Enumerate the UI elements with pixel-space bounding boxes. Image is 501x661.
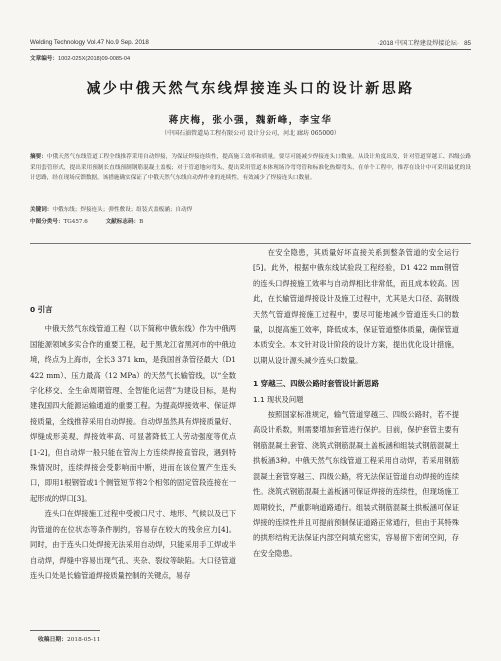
journal-info: Welding Technology Vol.47 No.9 Sep. 2018: [30, 39, 149, 46]
abstract-text: 中俄天然气东线管道工程全线推荐采用自动焊接，为保证焊接连续性，提高施工效率和质量，要尽可能减少焊接连头口数量。从设计角度出发，针对管道穿越工、四级公路采用套管形式，提出采用预制长直线预制钢筋混凝土盖板；对于管道地向弯头，提出采用管道本体现场冷弯弯管和标准化热煨弯头，在单个工程中，推荐在设计中可采用最优的设计思路，经在现场反馈数据，该措施确实保证了中俄天然气东线自动焊作业的连续性，有效减少了焊接连头口数量。: [30, 154, 471, 182]
keywords-line: [30, 205, 192, 213]
received-date-label: 收稿日期：: [38, 637, 67, 643]
keywords-label: 关键词：: [30, 207, 53, 213]
doc-code-value: B: [139, 219, 144, 225]
intro-paragraph-2: 连头口在焊接施工过程中受被口尺寸、地形、气候以及已下沟管道的在位状态等条件制约，容易存在较大的残余应力[4]。同时，由于连头口处焊接无法采用自动焊，只能采用手工焊或半自动焊，焊缝中容易出现气孔、夹杂、裂纹等缺陷。大口径管道连头口处是长输管道焊接质量控制的关键点，易存: [30, 509, 236, 580]
intro-paragraph-continued: 在安全隐患，其质量好坏直接关系到整条管道的安全运行[5]。此外，根据中俄东线试验段工程经验，D1 422 mm钢管的连头口焊接施工效率与自动焊相比非常低，而且成本较高。因此，在长输管道焊接设计及施工过程中，尤其是大口径、高钢级天然气管道焊接施工过程中，要尽可能地减少管道连头口的数量，以提高施工效率，降低成本，保证管道整体质量，确保管道本质安全。本文针对设计阶段的设计方案，提出优化设计措施，以期从设计源头减少连头口数量。: [253, 248, 459, 365]
header-right: [377, 38, 471, 47]
classification-line: [30, 217, 143, 225]
article-number: [30, 54, 130, 62]
abstract-label: 摘要：: [30, 154, 47, 160]
section-heading-1: 1 穿越三、四级公路时套管设计新思路: [253, 379, 379, 389]
received-date-value: 2018-05-11: [67, 637, 101, 643]
author-affiliation: （中国石油管道局工程有限公司 设计分公司，河北 廊坊 065000）: [161, 130, 340, 137]
received-date-footnote: [38, 634, 100, 643]
running-header: [30, 38, 471, 47]
intro-paragraph-1: 中俄天然气东线管道工程（以下简称中俄东线）作为中俄两国能源领域多实合作的重要工程，起于黑龙江省黑河市的中俄边境，终点为上海市，全长3 371 km，是我国首条管径最大（D1 422 mm）、压力最高（12 MPa）的天然气长输管线，以“全数字化移交、全生命周期管理、全智能化运营”为建设目标，是构建我国四大能源运输通道的重要工程。为提高焊接效率、保证焊接质量，全线推荐采用自动焊接。自动焊虽然具有焊接质量好、焊缝成形美观、焊接效率高、可显著降低工人劳动强度等优点[1-2]，但自动焊一般只能在管沟上方连续焊接直管段，遇到特殊情况时，连续焊接会受影响而中断，进而在该位置产生连头口，即用1根钢管或1个侧管短节将2个相邻的固定管段连接在一起形成的焊口[3]。: [30, 324, 236, 503]
article-number-label: 文章编号：: [30, 56, 58, 62]
clc-value: TG457.6: [63, 219, 88, 225]
doc-code-label: 文献标志码：: [105, 219, 140, 225]
header-rule: [30, 49, 471, 50]
section-heading-intro: 0 引言: [30, 305, 53, 314]
section-1-paragraph-1: 按照国家标准规定，输气管道穿越三、四级公路时，若不提高设计系数，则需要增加套管进行保护。目前，保护套管主要有钢筋混凝土套管、浇筑式钢筋混凝土盖板涵和组装式钢筋混凝土拱板涵3种。中俄天然气东线管道工程采用自动焊，若采用钢筋混凝土套管穿越三、四级公路，将无法保证管道自动焊接的连续性。浇筑式钢筋混凝土盖板涵可保证焊接的连续性，但现场施工周期较长，严重影响道路通行。组装式钢筋混凝土拱板涵可保证焊接的连续性并且可提前预制保证道路正常通行，但由于其特殊的拱形结构无法保证内部空间填充密实，容易留下密闭空间，存在安全隐患。: [253, 410, 459, 558]
subsection-heading-1-1: 1.1 现状及问题: [253, 394, 304, 404]
abstract: [30, 152, 471, 184]
abstract-rule: [30, 243, 471, 244]
clc-label: 中图分类号：: [30, 219, 64, 225]
page-number: 85: [464, 40, 471, 47]
paper-authors: 蒋庆梅，张小强，魏新峰，李宝华: [168, 115, 333, 126]
keywords-text: 中俄东线；焊接连头；弹性敷设；组装式盖板涵；自动焊: [52, 207, 193, 213]
footnote-rule: [30, 630, 100, 631]
right-column: [253, 245, 459, 561]
article-number-value: 1002-025X(2018)09-0085-04: [57, 56, 131, 62]
column-name: ·2018 中国工程建设焊接论坛·: [377, 40, 459, 47]
left-column: [30, 302, 236, 583]
paper-title: 减少中俄天然气东线焊接连头口的设计新思路: [86, 81, 415, 97]
